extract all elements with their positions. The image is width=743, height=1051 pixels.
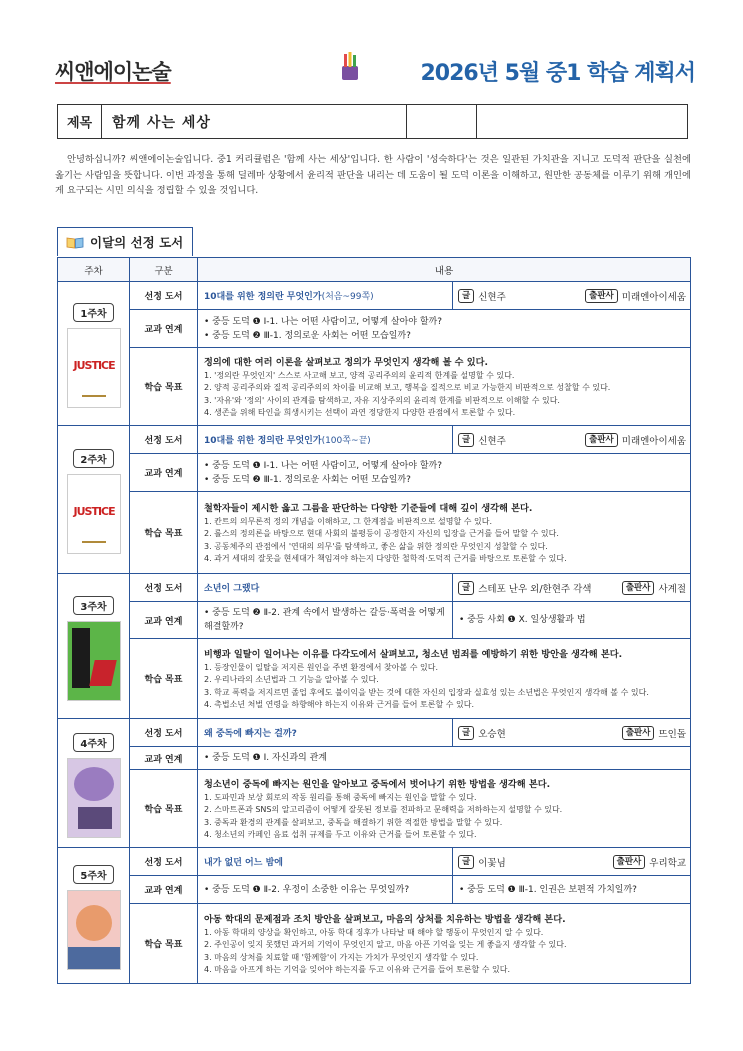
learning-goals — [198, 904, 691, 984]
link-label: 교과 연계 — [130, 602, 198, 639]
curriculum-links — [198, 747, 691, 770]
goal-item: 2. 롤스의 정의론을 바탕으로 현대 사회의 불평등이 공정한지 자신의 입장을 근거를 들어 말할 수 있다. — [204, 529, 559, 539]
week-badge: 3주차 — [73, 596, 113, 615]
empty-cell — [407, 105, 477, 138]
goal-item: 1. 아동 학대의 양상을 확인하고, 아동 학대 징후가 나타날 때 해야 할 행동이 무엇인지 알 수 있다. — [204, 928, 544, 938]
week-badge: 5주차 — [73, 865, 113, 884]
goal-list — [204, 927, 684, 976]
author-tag: 글 — [458, 855, 474, 869]
goal-item: 1. 칸트의 의무론적 정의 개념을 이해하고, 그 한계점을 비판적으로 설명할 수 있다. — [204, 517, 492, 527]
link-label: 교과 연계 — [130, 454, 198, 492]
publisher-name: 미래엔아이세움 — [621, 435, 687, 447]
curriculum-link: • 중등 도덕 ❷ Ⅲ-1. 정의로운 사회는 어떤 모습일까? — [204, 330, 411, 341]
book-title — [198, 426, 453, 454]
goal-item: 4. 과거 세대의 잘못을 현세대가 책임져야 하는지 다양한 철학적·도덕적 근거를 바탕으로 토론할 수 있다. — [204, 553, 567, 563]
goal-item: 2. 주인공이 잊지 못했던 과거의 기억이 무엇인지 알고, 마음 아픈 기억을 잊는 게 좋을지 생각할 수 있다. — [204, 940, 567, 950]
goal-list — [204, 662, 684, 711]
curriculum-links — [198, 310, 691, 348]
author-name: 신현주 — [478, 435, 506, 447]
learning-goals — [198, 770, 691, 848]
publisher-tag: 출판사 — [613, 855, 646, 869]
pencil-cup-icon — [337, 52, 363, 82]
curriculum-link: • 중등 도덕 ❷ Ⅱ-2. 관계 속에서 발생하는 갈등·폭력을 어떻게 해결할까? — [198, 602, 453, 639]
empty-cell — [477, 105, 687, 138]
book-title-text: 소년이 그랬다 — [204, 584, 260, 594]
book-label: 선정 도서 — [130, 719, 198, 747]
curriculum-link: • 중등 도덕 ❶ Ⅱ-2. 우정이 소중한 이유는 무엇일까? — [198, 876, 453, 904]
book-plan-table — [57, 257, 691, 984]
goal-item: 3. 마음의 상처를 치료할 때 '함께함'이 가지는 가치가 무엇인지 생각할 수 있다. — [204, 952, 479, 962]
book-meta-row — [453, 848, 690, 875]
col-content-header: 내용 — [198, 258, 691, 282]
publisher-name: 우리학교 — [649, 857, 687, 869]
subject-value: 함께 사는 세상 — [102, 105, 407, 138]
goal-item: 3. 중독과 환경의 관계를 살펴보고, 중독을 해결하기 위한 적절한 방법을 말할 수 있다. — [204, 817, 503, 827]
author-name: 신현주 — [478, 291, 506, 303]
goal-item: 2. 양적 공리주의와 질적 공리주의의 차이를 비교해 보고, 행복을 질적으로 비교 가능한지 비판적으로 성찰할 수 있다. — [204, 383, 611, 393]
goal-label: 학습 목표 — [130, 348, 198, 426]
goal-label: 학습 목표 — [130, 492, 198, 574]
book-meta — [453, 282, 691, 310]
week-badge: 4주차 — [73, 733, 113, 752]
week-book-row — [58, 426, 691, 454]
book-page-range: (100쪽~끝) — [321, 436, 371, 446]
goal-label: 학습 목표 — [130, 770, 198, 848]
goal-item: 1. '정의란 무엇인지' 스스로 사고해 보고, 양적 공리주의의 윤리적 한계를 설명할 수 있다. — [204, 371, 515, 381]
author-tag: 글 — [458, 726, 474, 740]
author-tag: 글 — [458, 289, 474, 303]
section-title — [57, 227, 193, 256]
book-meta — [453, 574, 691, 602]
week-book-row — [58, 848, 691, 876]
week-book-row — [58, 574, 691, 602]
col-category-header: 구분 — [130, 258, 198, 282]
goal-item: 2. 스마트폰과 SNS의 알고리즘이 어떻게 잘못된 정보를 전파하고 문해력을 저하하는지 설명할 수 있다. — [204, 805, 563, 815]
book-cover-image: JUSTICE — [67, 474, 121, 554]
table-header-row — [58, 258, 691, 282]
learning-goals — [198, 639, 691, 719]
open-book-icon — [66, 236, 84, 249]
week-link-row — [58, 876, 691, 904]
page-header — [55, 50, 695, 90]
publisher-tag: 출판사 — [585, 433, 618, 447]
book-meta-row — [453, 282, 690, 309]
book-cover-image — [67, 621, 121, 701]
curriculum-link: • 중등 도덕 ❶ Ⅰ-1. 나는 어떤 사람이고, 어떻게 살아야 할까? — [204, 316, 442, 327]
book-meta — [453, 848, 691, 876]
book-title-text: 내가 없던 어느 밤에 — [204, 858, 283, 868]
goal-item: 2. 우리나라의 소년법과 그 기능을 알아볼 수 있다. — [204, 675, 379, 685]
goal-item: 4. 청소년의 카페인 음료 섭취 규제를 두고 이유와 근거를 들어 토론할 수 있다. — [204, 829, 477, 839]
book-title-text: 10대를 위한 정의란 무엇인가 — [204, 292, 322, 302]
book-meta — [453, 426, 691, 454]
week-cell — [58, 426, 130, 574]
subject-title-box — [57, 104, 688, 139]
link-label: 교과 연계 — [130, 310, 198, 348]
author-name: 스테포 난우 외/한현주 각색 — [478, 583, 592, 595]
publisher-name: 뜨인돌 — [658, 728, 687, 740]
goal-item: 4. 생존을 위해 타인을 희생시키는 선택이 과연 정당한지 다양한 관점에서 토론할 수 있다. — [204, 407, 516, 417]
section-title-text: 이달의 선정 도서 — [90, 235, 184, 250]
publisher-name: 사계절 — [658, 583, 687, 595]
week-goal-row — [58, 770, 691, 848]
goal-heading: 철학자들이 제시한 옳고 그름을 판단하는 다양한 기준들에 대해 깊이 생각해 본다. — [204, 503, 533, 515]
publisher-tag: 출판사 — [585, 289, 618, 303]
book-title — [198, 282, 453, 310]
learning-goals — [198, 348, 691, 426]
curriculum-link: • 중등 도덕 ❷ Ⅲ-1. 정의로운 사회는 어떤 모습일까? — [204, 474, 411, 485]
week-badge: 2주차 — [73, 449, 113, 468]
curriculum-link: • 중등 사회 ❶ Ⅹ. 일상생활과 법 — [453, 602, 691, 639]
goal-item: 1. 등장인물이 일탈을 저지른 원인을 주변 환경에서 찾아볼 수 있다. — [204, 663, 438, 673]
week-cell — [58, 848, 130, 984]
subject-label: 제목 — [58, 105, 102, 138]
book-cover-image — [67, 758, 121, 838]
goal-heading: 비행과 일탈이 일어나는 이유를 다각도에서 살펴보고, 청소년 범죄를 예방하기 위한 방안을 생각해 본다. — [204, 649, 623, 661]
author-name: 이꽃님 — [478, 857, 506, 869]
goal-list — [204, 370, 684, 419]
book-title — [198, 719, 453, 747]
goal-item: 3. '자유'와 '정의' 사이의 관계를 탐색하고, 자유 지상주의의 윤리적 한계를 비판적으로 이해할 수 있다. — [204, 395, 560, 405]
book-label: 선정 도서 — [130, 426, 198, 454]
book-label: 선정 도서 — [130, 574, 198, 602]
book-cover-image — [67, 890, 121, 970]
link-label: 교과 연계 — [130, 747, 198, 770]
goal-heading: 아동 학대의 문제점과 조치 방안을 살펴보고, 마음의 상처를 치유하는 방법을 생각해 본다. — [204, 914, 566, 926]
book-cover-image: JUSTICE — [67, 328, 121, 408]
publisher-tag: 출판사 — [622, 726, 655, 740]
goal-heading: 정의에 대한 여러 이론을 살펴보고 정의가 무엇인지 생각해 볼 수 있다. — [204, 357, 488, 369]
goal-item: 3. 학교 폭력을 저지르면 졸업 후에도 불이익을 받는 것에 대한 자신의 입장과 실효성 있는 소년법은 무엇인지 생각해 볼 수 있다. — [204, 687, 649, 697]
author-name: 오승현 — [478, 728, 506, 740]
publisher-tag: 출판사 — [622, 581, 655, 595]
week-goal-row — [58, 348, 691, 426]
goal-item: 3. 공동체주의 관점에서 '연대의 의무'를 탐색하고, 좋은 삶을 위한 정의란 무엇인지 성찰할 수 있다. — [204, 541, 548, 551]
author-tag: 글 — [458, 433, 474, 447]
publisher-name: 미래엔아이세움 — [621, 291, 687, 303]
book-title — [198, 848, 453, 876]
book-title-text: 10대를 위한 정의란 무엇인가 — [204, 436, 322, 446]
curriculum-link: • 중등 도덕 ❶ Ⅰ-1. 나는 어떤 사람이고, 어떻게 살아야 할까? — [204, 460, 442, 471]
week-cell — [58, 282, 130, 426]
goal-list — [204, 792, 684, 841]
goal-label: 학습 목표 — [130, 639, 198, 719]
brand-logo: 씨앤에이논술 — [55, 60, 171, 84]
book-meta-row — [453, 719, 690, 746]
week-goal-row — [58, 639, 691, 719]
book-label: 선정 도서 — [130, 848, 198, 876]
goal-heading: 청소년이 중독에 빠지는 원인을 알아보고 중독에서 벗어나기 위한 방법을 생각해 본다. — [204, 779, 551, 791]
plan-title: 2026년 5월 중1 학습 계획서 — [420, 61, 695, 86]
week-link-row — [58, 454, 691, 492]
col-week-header: 주차 — [58, 258, 130, 282]
week-badge: 1주차 — [73, 303, 113, 322]
goal-item: 1. 도파민과 보상 회로의 작동 원리를 통해 중독에 빠지는 원인을 말할 수 있다. — [204, 793, 477, 803]
author-tag: 글 — [458, 581, 474, 595]
week-link-row — [58, 602, 691, 639]
link-label: 교과 연계 — [130, 876, 198, 904]
goal-label: 학습 목표 — [130, 904, 198, 984]
week-book-row — [58, 719, 691, 747]
learning-goals — [198, 492, 691, 574]
goal-item: 4. 촉법소년 처벌 연령을 하향해야 하는지 이유와 근거를 들어 토론할 수 있다. — [204, 699, 474, 709]
curriculum-link: • 중등 도덕 ❶ Ⅲ-1. 인권은 보편적 가치일까? — [453, 876, 691, 904]
week-goal-row — [58, 492, 691, 574]
week-link-row — [58, 310, 691, 348]
week-cell — [58, 574, 130, 719]
week-link-row — [58, 747, 691, 770]
intro-paragraph: 안녕하십니까? 씨앤에이논술입니다. 중1 커리큘럼은 '함께 사는 세상'입니다. 한 사람이 '성숙하다'는 것은 일관된 가치관을 지니고 도덕적 판단을 실천에 옮기는 사람임을 뜻합니다. 이번 과정을 통해 딜레마 상황에서 윤리적 판단을 내리는 데 도움이 될 도덕 이론을 이해하고, 원만한 공동체를 이루기 위해 개인에게 요구되는 시민 의식을 정립할 수 있을 것입니다. — [55, 154, 691, 196]
week-book-row — [58, 282, 691, 310]
goal-item: 4. 마음을 아프게 하는 기억을 잊어야 하는지를 두고 이유와 근거를 들어 토론할 수 있다. — [204, 964, 510, 974]
book-meta-row — [453, 426, 690, 453]
book-title — [198, 574, 453, 602]
week-goal-row — [58, 904, 691, 984]
book-title-text: 왜 중독에 빠지는 걸까? — [204, 729, 297, 739]
goal-list — [204, 516, 684, 565]
book-meta-row — [453, 574, 690, 601]
week-cell — [58, 719, 130, 848]
book-meta — [453, 719, 691, 747]
book-label: 선정 도서 — [130, 282, 198, 310]
curriculum-links — [198, 454, 691, 492]
book-page-range: (처음~99쪽) — [321, 292, 374, 302]
curriculum-link: • 중등 도덕 ❶ Ⅰ. 자신과의 관계 — [204, 753, 327, 763]
